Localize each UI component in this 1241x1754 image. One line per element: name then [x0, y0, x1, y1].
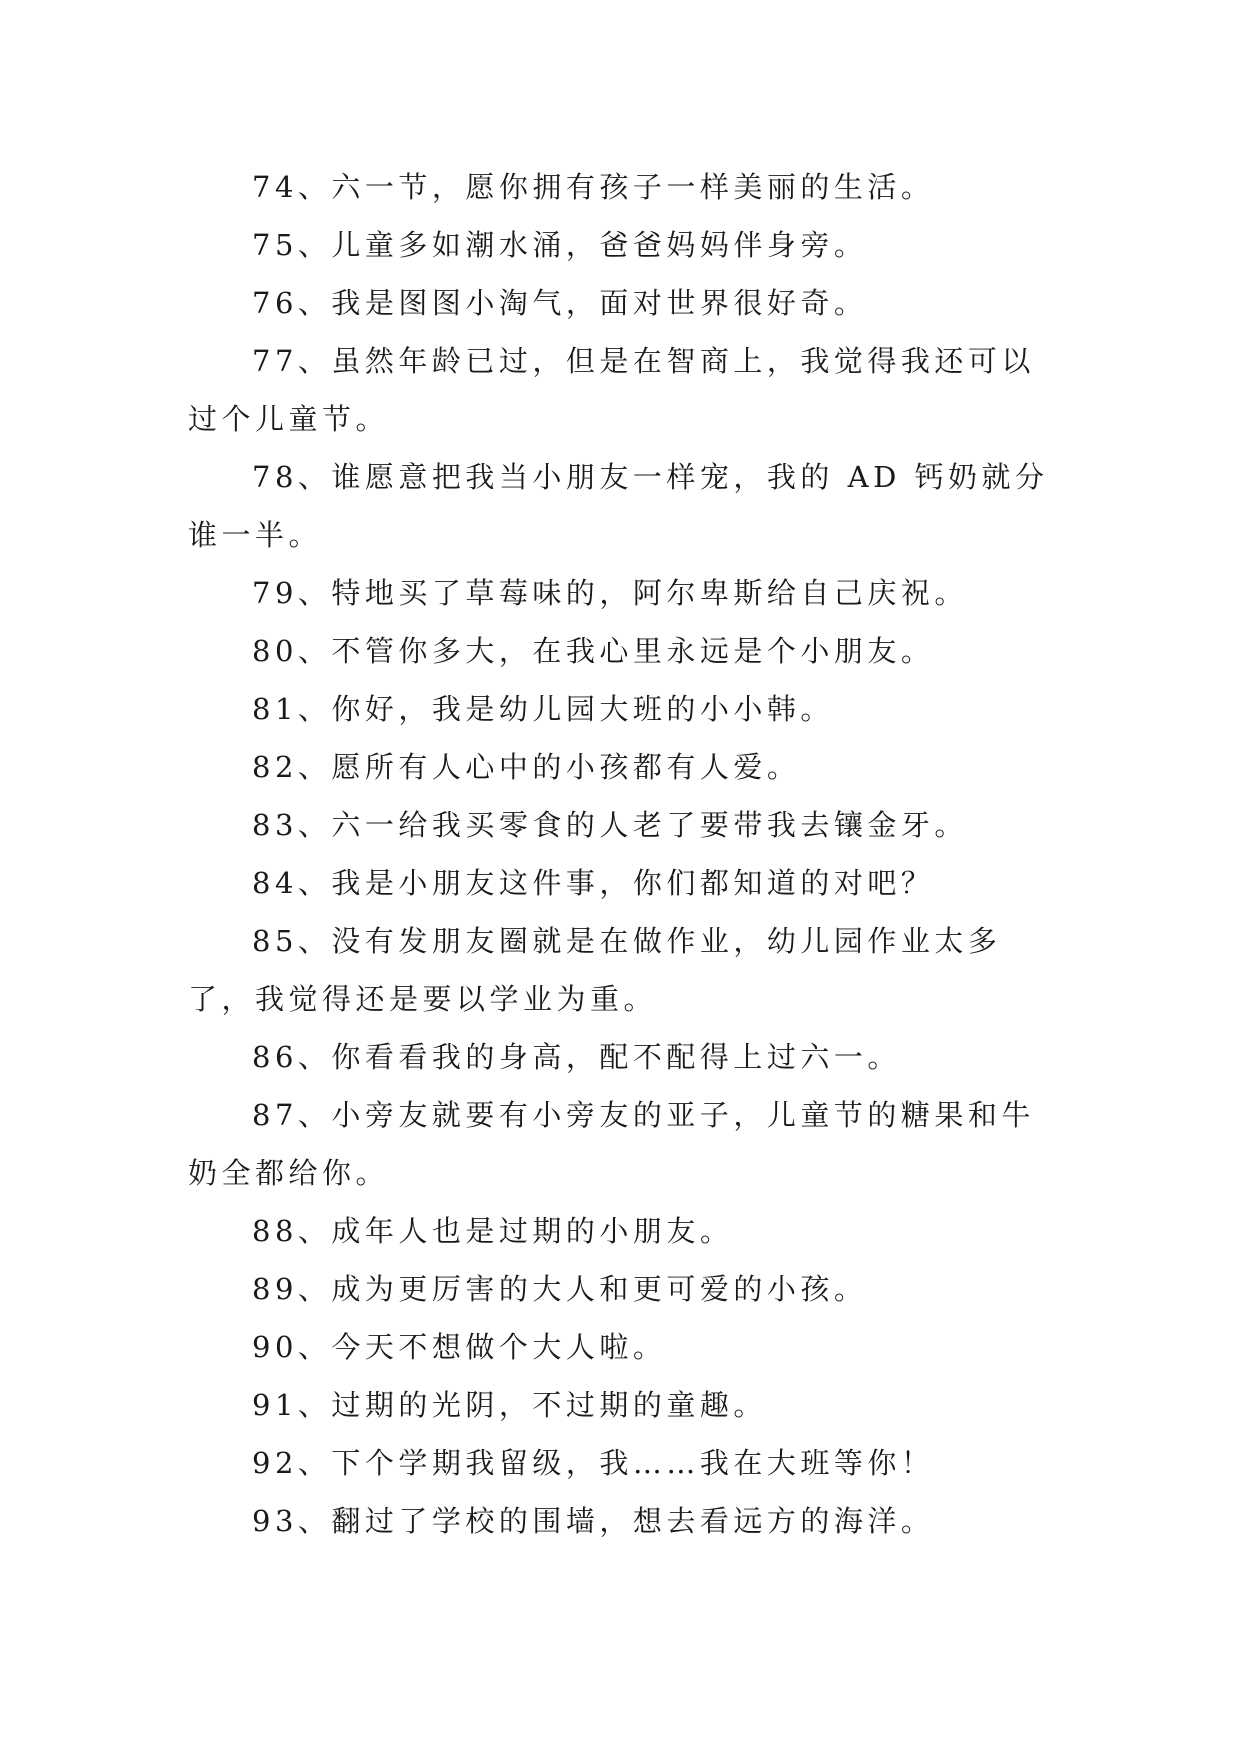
paragraph-76: 76、我是图图小淘气，面对世界很好奇。 — [252, 286, 868, 320]
paragraph-78: 78、谁愿意把我当小朋友一样宠，我的 AD 钙奶就分谁一半。 — [188, 460, 1049, 552]
paragraph-85: 85、没有发朋友圈就是在做作业，幼儿园作业太多了，我觉得还是要以学业为重。 — [188, 924, 1002, 1016]
paragraph-88: 88、成年人也是过期的小朋友。 — [252, 1214, 734, 1248]
paragraph-82: 82、愿所有人心中的小孩都有人爱。 — [252, 750, 801, 784]
document-body — [188, 158, 1058, 1550]
paragraph-79: 79、特地买了草莓味的，阿尔卑斯给自己庆祝。 — [252, 576, 968, 610]
paragraph-80: 80、不管你多大，在我心里永远是个小朋友。 — [252, 634, 935, 668]
paragraph-86: 86、你看看我的身高，配不配得上过六一。 — [252, 1040, 901, 1074]
paragraph-91: 91、过期的光阴，不过期的童趣。 — [252, 1388, 767, 1422]
paragraph-90: 90、今天不想做个大人啦。 — [252, 1330, 667, 1364]
paragraph-92: 92、下个学期我留级，我……我在大班等你！ — [252, 1446, 935, 1480]
paragraph-81: 81、你好，我是幼儿园大班的小小韩。 — [252, 692, 834, 726]
paragraph-83: 83、六一给我买零食的人老了要带我去镶金牙。 — [252, 808, 968, 842]
paragraph-74: 74、六一节，愿你拥有孩子一样美丽的生活。 — [252, 170, 935, 204]
paragraph-75: 75、儿童多如潮水涌，爸爸妈妈伴身旁。 — [252, 228, 868, 262]
paragraph-87: 87、小旁友就要有小旁友的亚子，儿童节的糖果和牛奶全都给你。 — [188, 1098, 1035, 1190]
paragraph-77: 77、虽然年龄已过，但是在智商上，我觉得我还可以过个儿童节。 — [188, 344, 1035, 436]
paragraph-89: 89、成为更厉害的大人和更可爱的小孩。 — [252, 1272, 868, 1306]
paragraph-93: 93、翻过了学校的围墙，想去看远方的海洋。 — [252, 1504, 935, 1538]
paragraph-84: 84、我是小朋友这件事，你们都知道的对吧？ — [252, 866, 935, 900]
